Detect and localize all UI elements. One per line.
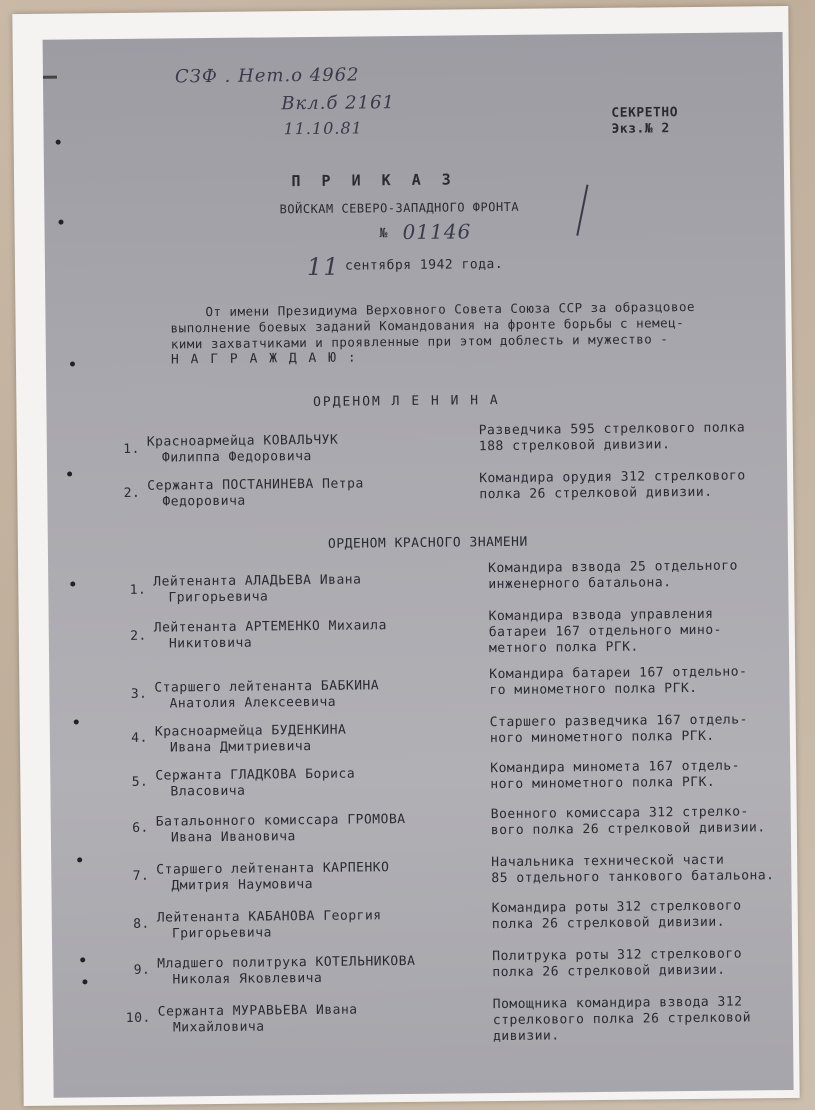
order-subtitle: ВОЙСКАМ СЕВЕРО-ЗАПАДНОГО ФРОНТА: [279, 199, 520, 217]
item-desc-cont: полка 26 стрелковой дивизии.: [492, 962, 726, 981]
binding-marks: [43, 32, 783, 40]
preamble-line2: выполнение боевых заданий Командования на фронте борьбы с немец-: [170, 315, 685, 336]
item-desc-cont: стрелкового полка 26 стрелковой: [492, 1010, 752, 1029]
item-desc-cont: батареи 167 отдельного мино-: [488, 622, 723, 641]
item-desc: Командира батареи 167 отдельно-: [489, 664, 748, 683]
item-desc: Командира роты 312 стрелкового: [491, 898, 742, 917]
item-desc: Командира взвода 25 отдельного: [488, 558, 739, 577]
item-desc: Командира орудия 312 стрелкового: [479, 468, 746, 487]
item-number: 2.: [130, 628, 147, 644]
item-number: 7.: [132, 868, 150, 884]
item-name: Старшего лейтенанта БАБКИНА: [154, 678, 380, 696]
item-desc: Помощника командира взвода 312: [492, 994, 743, 1013]
item-name: Сержанта МУРАВЬЕВА Ивана: [157, 1002, 358, 1020]
section-order-of-lenin-title: ОРДЕНОМ Л Е Н И Н А: [312, 393, 500, 410]
order-date-text: сентября 1942 года.: [344, 256, 504, 274]
item-desc: Разведчика 595 стрелкового полка: [478, 420, 746, 439]
corner-mark: [43, 76, 57, 79]
preamble-line3: кими захватчиками и проявленные при этом доблесть и мужество -: [170, 331, 669, 352]
paper-sheet: [12, 6, 799, 1106]
item-name-cont: Григорьевича: [171, 925, 272, 942]
item-number: 3.: [130, 686, 148, 702]
item-name-cont: Дмитрия Наумовича: [171, 876, 314, 894]
item-number: 1.: [123, 441, 140, 457]
item-desc-cont2: дивизии.: [492, 1028, 560, 1045]
item-name-cont: Анатолия Алексеевича: [169, 694, 337, 712]
document-photocopy: [43, 32, 794, 1098]
item-name: Лейтенанта АРТЕМЕНКО Михаила: [153, 618, 387, 636]
item-number: 9.: [133, 962, 151, 978]
item-desc-cont: полка 26 стрелковой дивизии.: [491, 914, 726, 933]
item-name-cont: Филиппа Федоровича: [161, 448, 312, 466]
item-name-cont: Николая Яковлевича: [172, 970, 323, 988]
item-desc-cont: инженерного батальона.: [488, 575, 672, 593]
item-name-cont: Власовича: [170, 783, 246, 800]
item-name-cont: Григорьевича: [168, 589, 269, 606]
item-name-cont: Никитовича: [168, 635, 253, 652]
handwritten-note-line3: 11.10.81: [283, 118, 363, 139]
order-number: 01146: [402, 219, 472, 245]
item-desc-cont: полка 26 стрелковой дивизии.: [479, 484, 713, 503]
item-name: Лейтенанта АЛАДЬЕВА Ивана: [153, 572, 362, 590]
item-name: Лейтенанта КАБАНОВА Георгия: [156, 908, 382, 926]
order-title: П Р И К А З: [291, 170, 457, 191]
item-name: Красноармейца КОВАЛЬЧУК: [146, 432, 339, 450]
item-number: 10.: [125, 1010, 151, 1026]
secret-stamp-line1: СЕКРЕТНО: [611, 105, 679, 121]
item-desc-cont: ного минометного полка РГК.: [489, 728, 715, 747]
item-number: 8.: [133, 916, 150, 932]
item-desc: Командира взвода управления: [488, 606, 714, 625]
handwritten-note-line1: СЗФ . Нет.о 4962: [174, 64, 360, 88]
item-desc-cont: 85 отдельного танкового батальона.: [491, 868, 775, 887]
item-desc: Начальника технической части: [491, 852, 725, 871]
preamble-awards: Н А Г Р А Ж Д А Ю :: [170, 350, 358, 368]
item-desc-cont: 188 стрелковой дивизии.: [478, 437, 671, 455]
section-order-of-red-banner-title: ОРДЕНОМ КРАСНОГО ЗНАМЕНИ: [327, 534, 528, 552]
item-name-cont: Ивана Дмитриевича: [169, 738, 312, 756]
item-name-cont: Федоровича: [162, 493, 246, 510]
item-number: 5.: [131, 774, 149, 790]
secret-stamp-line2: Экз.№ 2: [611, 121, 670, 137]
item-desc: Командира миномета 167 отдель-: [490, 758, 741, 777]
item-number: 6.: [132, 820, 149, 836]
item-name: Старшего лейтенанта КАРПЕНКО: [156, 860, 390, 878]
item-name: Батальонного комиссара ГРОМОВА: [155, 812, 406, 830]
item-desc: Политрука роты 312 стрелкового: [492, 946, 743, 965]
item-number: 1.: [129, 582, 147, 598]
item-desc: Военного комиссара 312 стрелко-: [490, 804, 749, 823]
item-number: 4.: [131, 730, 148, 746]
item-desc-cont2: метного полка РГК.: [488, 639, 639, 657]
item-name: Красноармейца БУДЕНКИНА: [154, 722, 347, 740]
order-date-day: 11: [306, 252, 340, 282]
item-desc-cont: ного минометного полка РГК.: [490, 774, 716, 793]
item-number: 2.: [123, 485, 141, 501]
item-desc-cont: го минометного полка РГК.: [489, 680, 698, 699]
order-number-prefix: №: [379, 226, 389, 242]
item-name: Сержанта ПОСТАНИНЕВА Петра: [147, 476, 364, 494]
item-desc: Старшего разведчика 167 отдель-: [489, 712, 748, 731]
item-name-cont: Ивана Ивановича: [170, 829, 296, 846]
handwritten-stroke: [576, 184, 588, 235]
item-name: Младшего политрука КОТЕЛЬНИКОВА: [157, 953, 416, 972]
preamble-line1: От имени Президиума Верховного Совета Союза ССР за образцовое: [205, 298, 696, 320]
handwritten-note-line2: Вкл.б 2161: [281, 92, 396, 115]
item-desc-cont: вого полка 26 стрелковой дивизии.: [490, 820, 766, 839]
item-name: Сержанта ГЛАДКОВА Бориса: [155, 766, 356, 784]
item-name-cont: Михайловича: [172, 1019, 265, 1036]
